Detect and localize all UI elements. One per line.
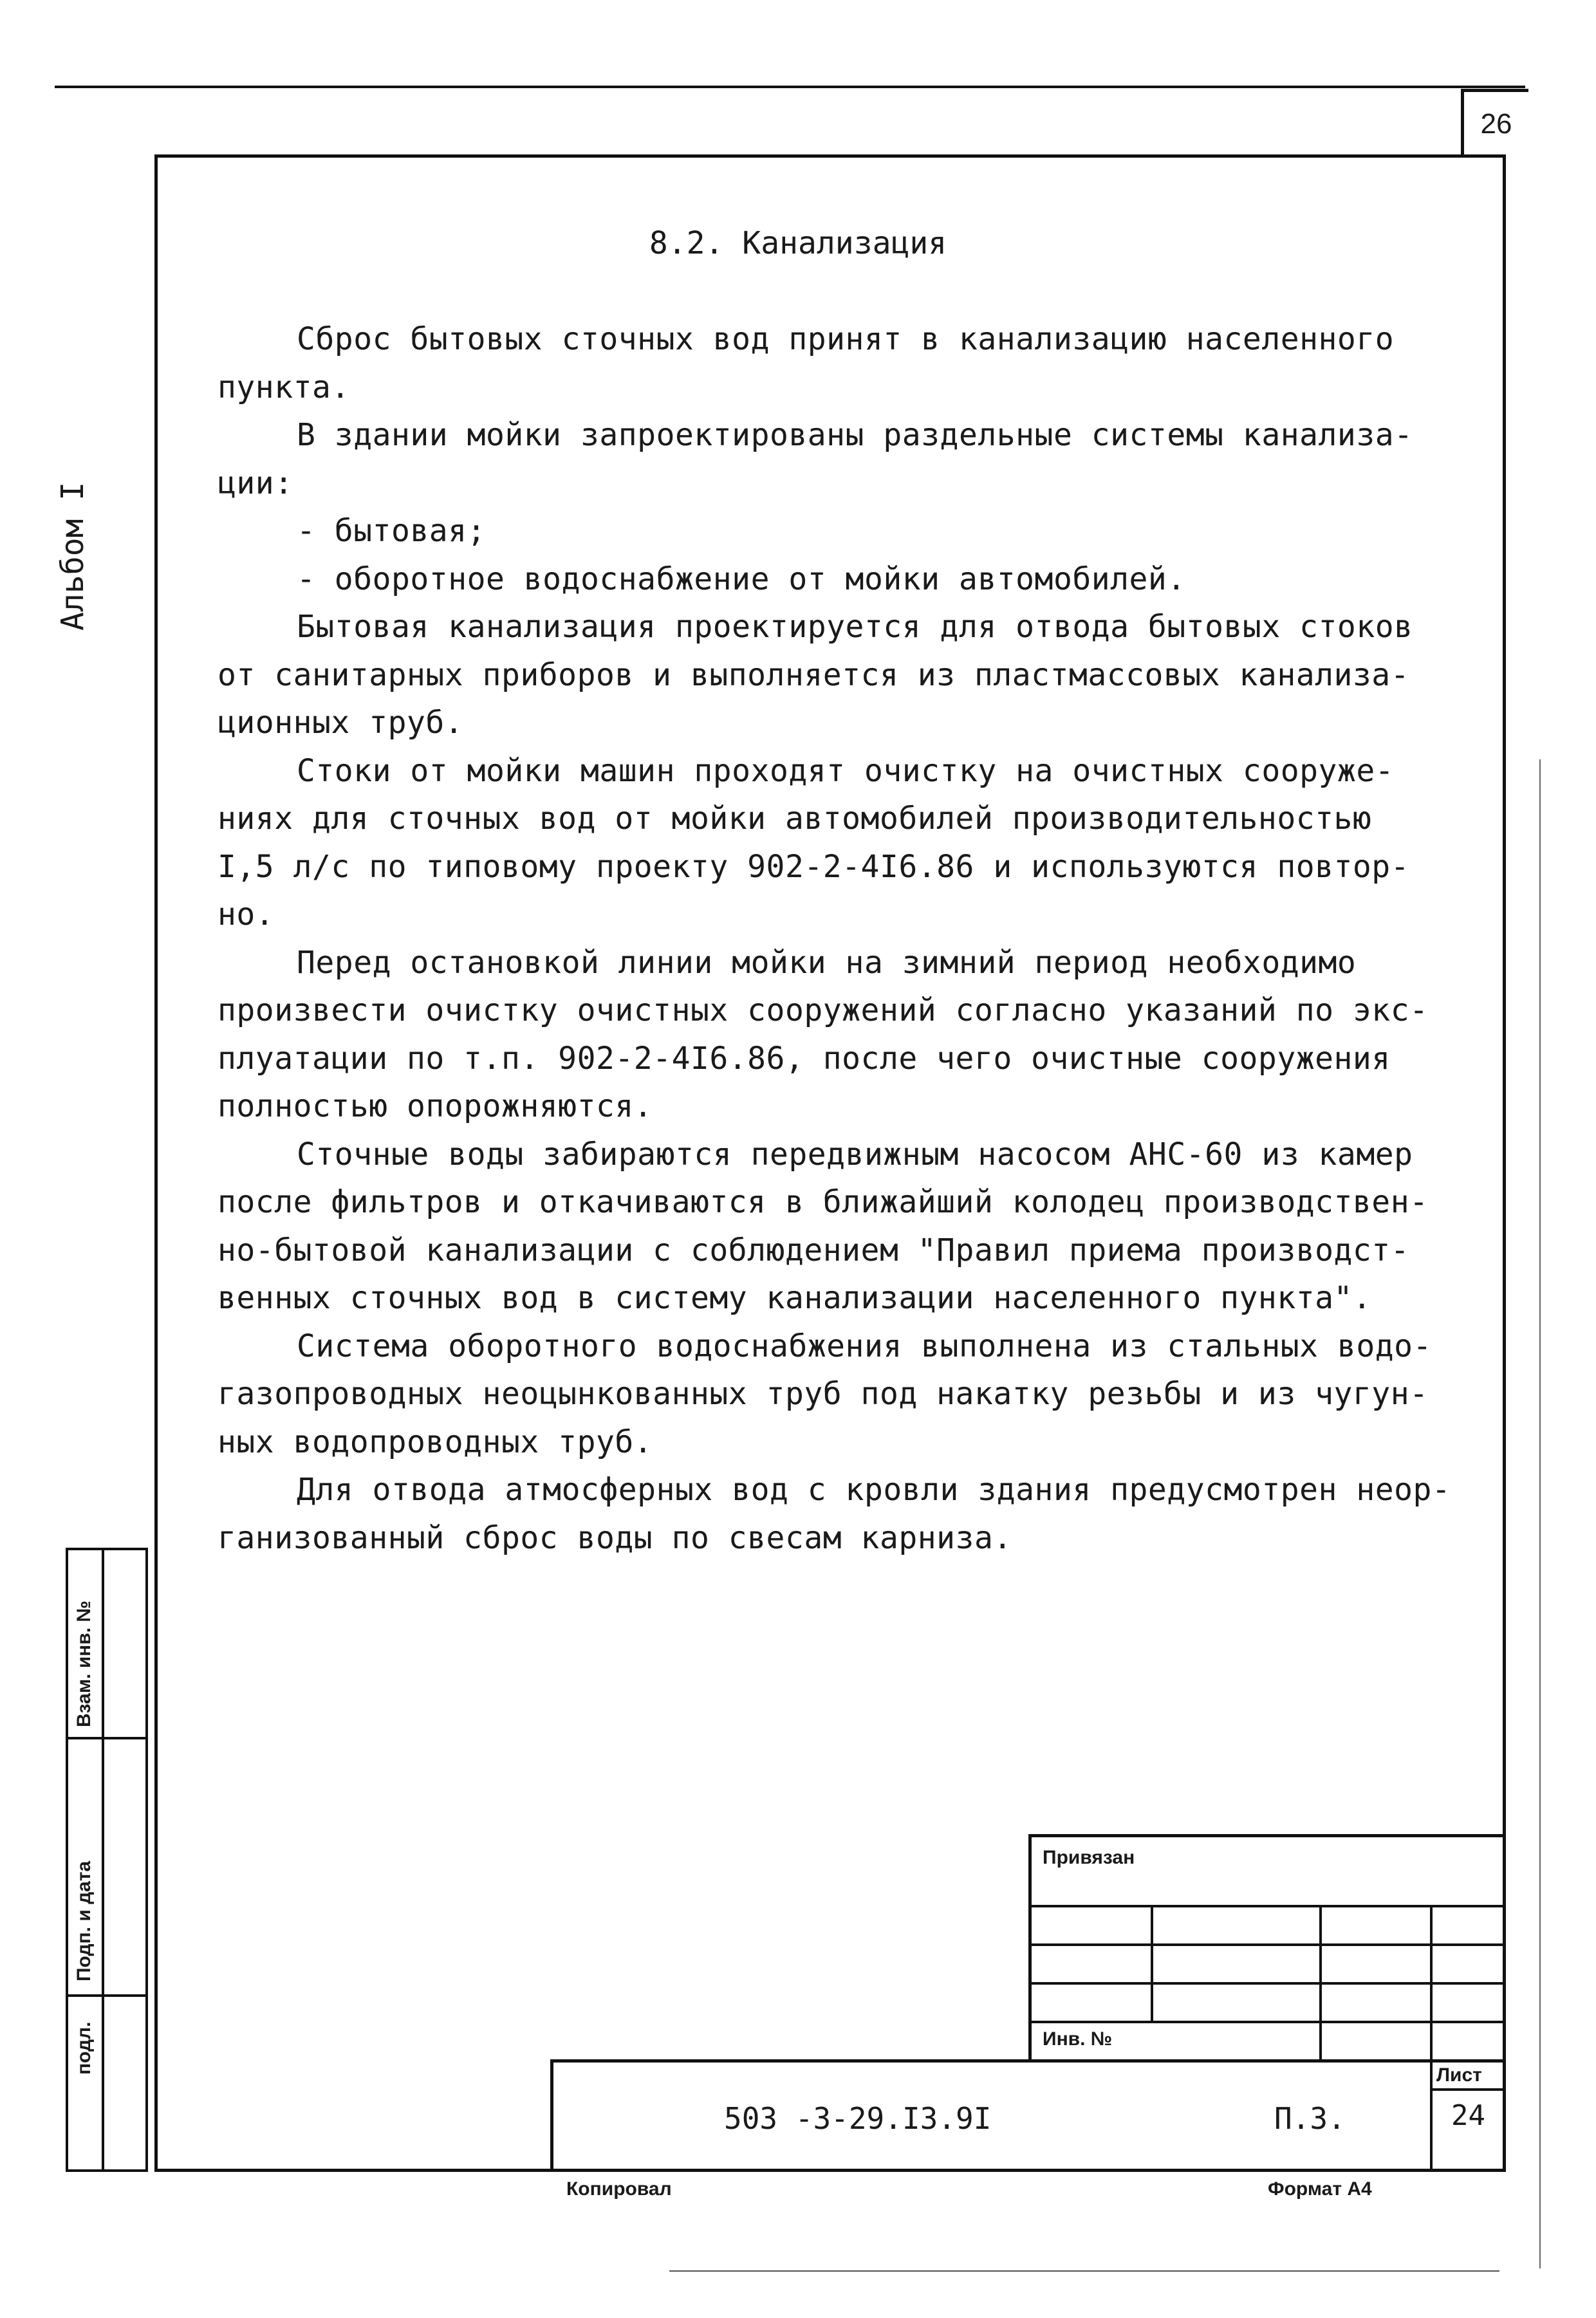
vzam-inv-label: Взам. инв. № [73,1600,95,1727]
tb-line [550,2059,553,2172]
body-text [218,315,1453,1562]
tb-line [1028,1982,1506,1985]
page-number: 26 [1461,89,1528,156]
stamp-divider [68,1994,145,1997]
left-stamp [66,1548,148,2172]
text-line: Перед остановкой линии мойки на зимний период необходимо [297,944,1357,981]
top-rule [55,86,1525,88]
text-line: Для отвода атмосферных вод с кровли здания предусмотрен неор- [297,1472,1451,1508]
inv-no-label: Инв. № [1043,2028,1113,2050]
text-line: - оборотное водоснабжение от мойки автомобилей. [297,561,1186,597]
text-line: Стоки от мойки машин проходят очистку на очистных сооруже- [297,752,1395,789]
text-line: I,5 л/с по типовому проекту 902-2-4I6.86 и используются повтор- [218,848,1410,885]
text-line: ниях для сточных вод от мойки автомобилей производительностью [218,801,1372,837]
text-line: плуатации по т.п. 902-2-4I6.86, после чего очистные сооружения [218,1040,1391,1077]
tb-line [1430,2088,1506,2091]
tb-line [1028,1834,1506,1837]
text-line: но-бытовой канализации с соблюдением "Правил приема производст- [218,1232,1410,1268]
text-line: газопроводных неоцынкованных труб под накатку резьбы и из чугун- [218,1376,1429,1412]
text-line: ных водопроводных труб. [218,1423,653,1460]
tb-line [1028,1943,1506,1946]
text-line: произвести очистку очистных сооружений согласно указаний по экс- [218,992,1429,1028]
kopiroval-label: Копировал [566,2178,672,2200]
document-code: 503 -3-29.I3.9I [724,2101,992,2136]
tb-line [1430,1905,1433,2170]
text-line: Сточные воды забираются передвижным насосом АНС-60 из камер [297,1136,1413,1173]
tb-line [550,2059,1506,2063]
album-label: Альбом I [55,481,91,631]
tb-line [1319,1905,1322,2063]
text-line: но. [218,896,275,932]
stamp-divider [102,1550,104,2169]
podl-label: подл. [73,2021,95,2075]
text-line: Бытовая канализация проектируется для отвода бытовых стоков [297,609,1413,645]
text-line: Система оборотного водоснабжения выполнена из стальных водо- [297,1328,1432,1364]
text-line: пункта. [218,369,350,405]
text-line: Сброс бытовых сточных вод принят в канализацию населенного [297,321,1395,357]
sheet-number: 24 [1451,2099,1485,2132]
bottom-rule [669,2270,1499,2272]
text-line: после фильтров и откачиваются в ближайший колодец производствен- [218,1184,1429,1220]
list-label: Лист [1436,2064,1482,2086]
podp-data-label: Подп. и дата [73,1860,95,1981]
text-line: от санитарных приборов и выполняется из пластмассовых канализа- [218,656,1410,693]
text-line: ции: [218,465,293,501]
text-line: ганизованный сброс воды по свесам карниза. [218,1519,1012,1556]
text-line: полностью опорожняются. [218,1088,653,1124]
text-line: венных сточных вод в систему канализации населенного пункта". [218,1280,1372,1316]
sheet-mark: П.3. [1274,2101,1346,2136]
text-line: ционных труб. [218,705,464,741]
tb-line [1028,1905,1506,1907]
stamp-divider [68,1737,145,1739]
right-edge-rule [1539,759,1541,2268]
format-label: Формат А4 [1268,2178,1372,2200]
section-title: 8.2. Канализация [649,225,947,261]
tb-line [1151,1905,1153,2021]
text-line: В здании мойки запроектированы раздельные системы канализа- [297,417,1413,453]
tb-line [1028,2021,1506,2023]
tb-line [1028,1834,1032,2063]
privyazan-label: Привязан [1043,1847,1135,1868]
text-line: - бытовая; [297,513,486,549]
